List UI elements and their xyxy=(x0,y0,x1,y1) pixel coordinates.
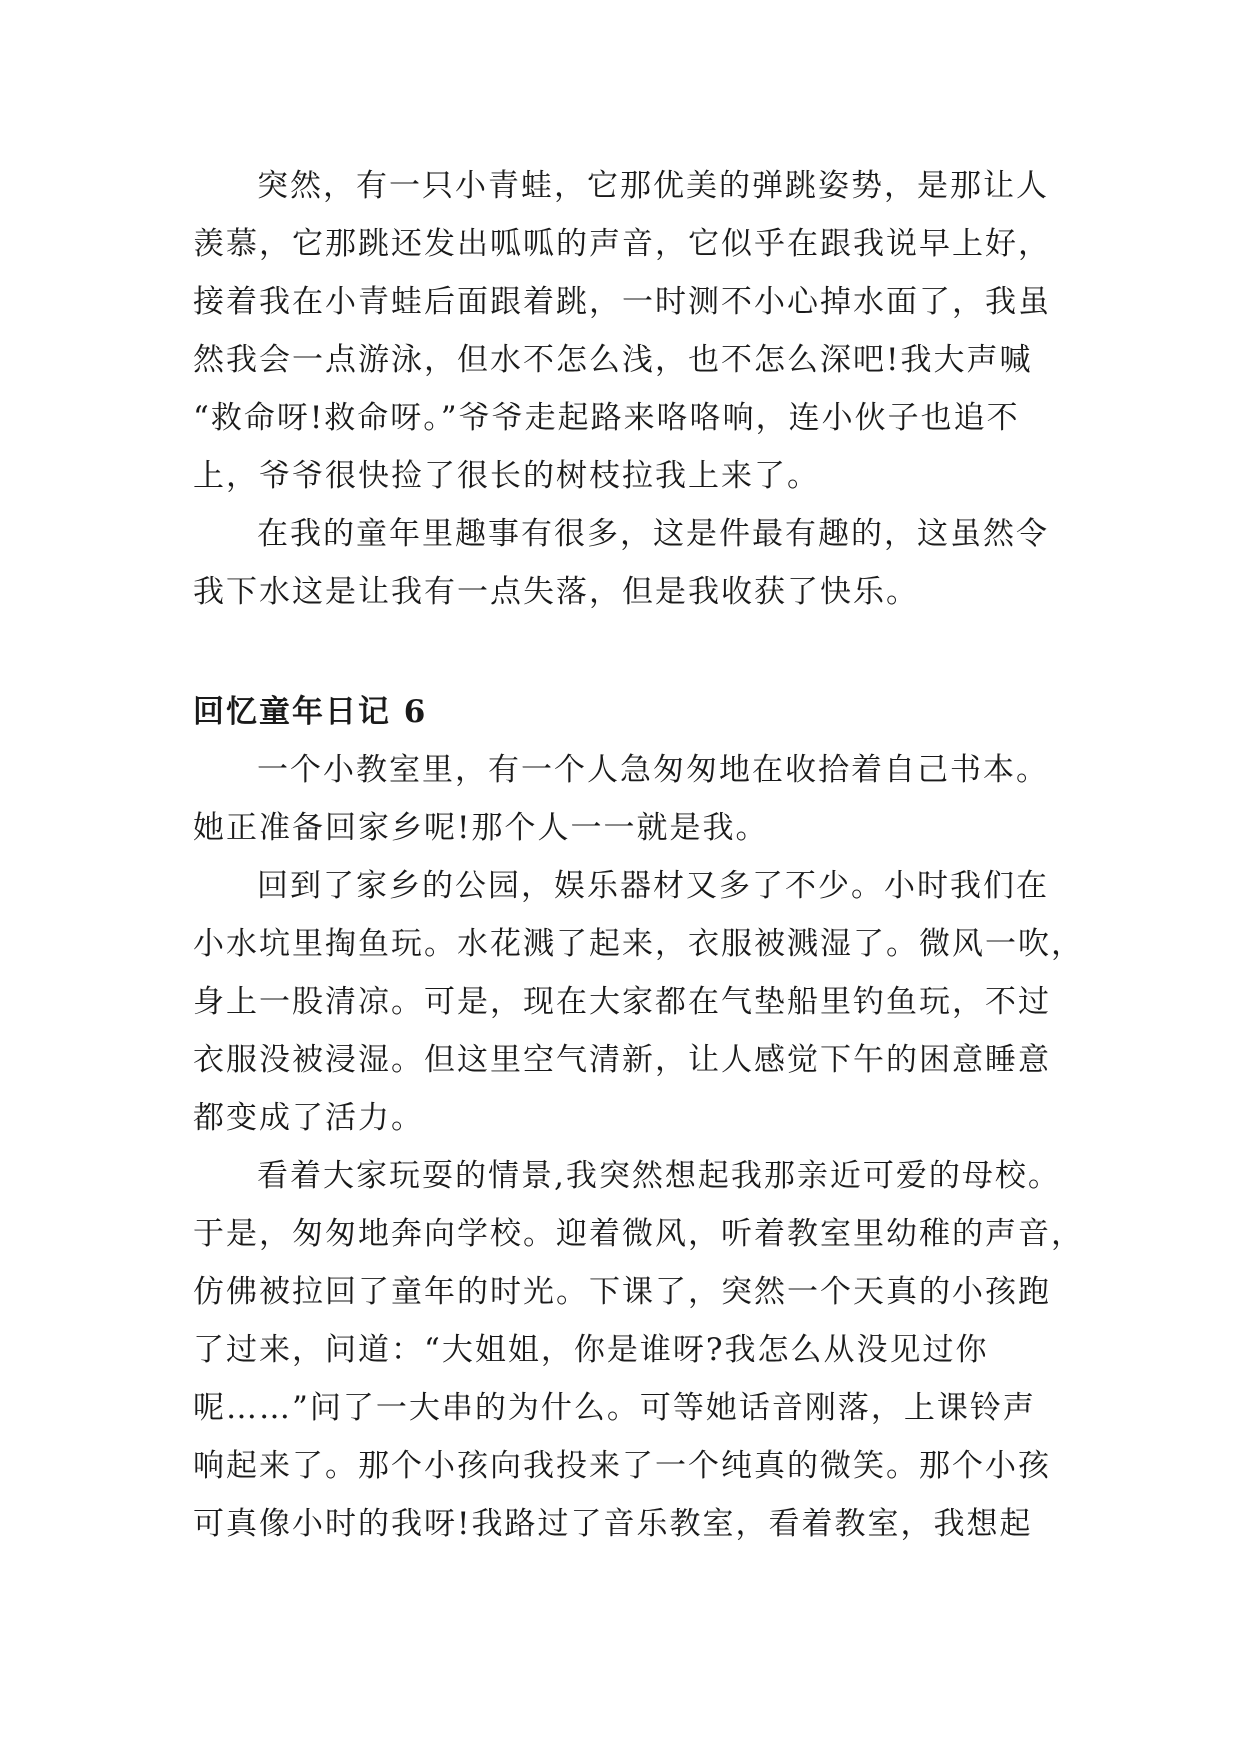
text-line: 于是，匆匆地奔向学校。迎着微风，听着教室里幼稚的声音， xyxy=(193,1216,1084,1252)
paragraph-classroom xyxy=(193,741,1055,857)
text-line: 呢……”问了一大串的为什么。可等她话音刚落，上课铃声 xyxy=(193,1390,1036,1426)
text-line: 一个小教室里，有一个人急匆匆地在收拾着自己书本。 xyxy=(257,752,1049,788)
section-diary-6 xyxy=(193,683,1084,1553)
text-line: 小水坑里掏鱼玩。水花溅了起来，衣服被溅湿了。微风一吹， xyxy=(193,926,1084,962)
text-line: 可真像小时的我呀!我路过了音乐教室，看着教室，我想起 xyxy=(193,1506,1033,1542)
paragraph-frog-story xyxy=(193,157,1055,505)
text-line: 衣服没被浸湿。但这里空气清新，让人感觉下午的困意睡意 xyxy=(193,1042,1051,1078)
text-line: 身上一股清凉。可是，现在大家都在气垫船里钓鱼玩，不过 xyxy=(193,984,1051,1020)
text-line: 她正准备回家乡呢!那个人一一就是我。 xyxy=(193,810,769,846)
text-line: 仿佛被拉回了童年的时光。下课了，突然一个天真的小孩跑 xyxy=(193,1274,1051,1310)
text-line: 了过来，问道：“大姐姐，你是谁呀?我怎么从没见过你 xyxy=(193,1332,989,1368)
text-line: 在我的童年里趣事有很多，这是件最有趣的，这虽然令 xyxy=(257,516,1049,552)
text-line: 我下水这是让我有一点失落，但是我收获了快乐。 xyxy=(193,574,919,610)
text-line: 然我会一点游泳，但水不怎么浅，也不怎么深吧!我大声喊 xyxy=(193,342,1033,378)
text-line: 响起来了。那个小孩向我投来了一个纯真的微笑。那个小孩 xyxy=(193,1448,1051,1484)
section-title: 回忆童年日记 6 xyxy=(193,694,428,730)
text-line: 上，爷爷很快捡了很长的树枝拉我上来了。 xyxy=(193,458,820,494)
text-line: 羡慕，它那跳还发出呱呱的声音，它似乎在跟我说早上好， xyxy=(193,226,1051,262)
paragraph-school xyxy=(193,1147,1084,1553)
text-line: 突然，有一只小青蛙，它那优美的弹跳姿势，是那让人 xyxy=(257,168,1049,204)
paragraph-conclusion xyxy=(193,505,1055,621)
text-line: 接着我在小青蛙后面跟着跳，一时测不小心掉水面了，我虽 xyxy=(193,284,1051,320)
text-line: 看着大家玩耍的情景,我突然想起我那亲近可爱的母校。 xyxy=(257,1158,1061,1194)
paragraph-park xyxy=(193,857,1084,1147)
text-line: 回到了家乡的公园，娱乐器材又多了不少。小时我们在 xyxy=(257,868,1049,904)
text-line: “救命呀!救命呀。”爷爷走起路来咯咯响，连小伙子也追不 xyxy=(193,400,1020,436)
document-body xyxy=(193,157,1084,1553)
text-line: 都变成了活力。 xyxy=(193,1100,424,1136)
